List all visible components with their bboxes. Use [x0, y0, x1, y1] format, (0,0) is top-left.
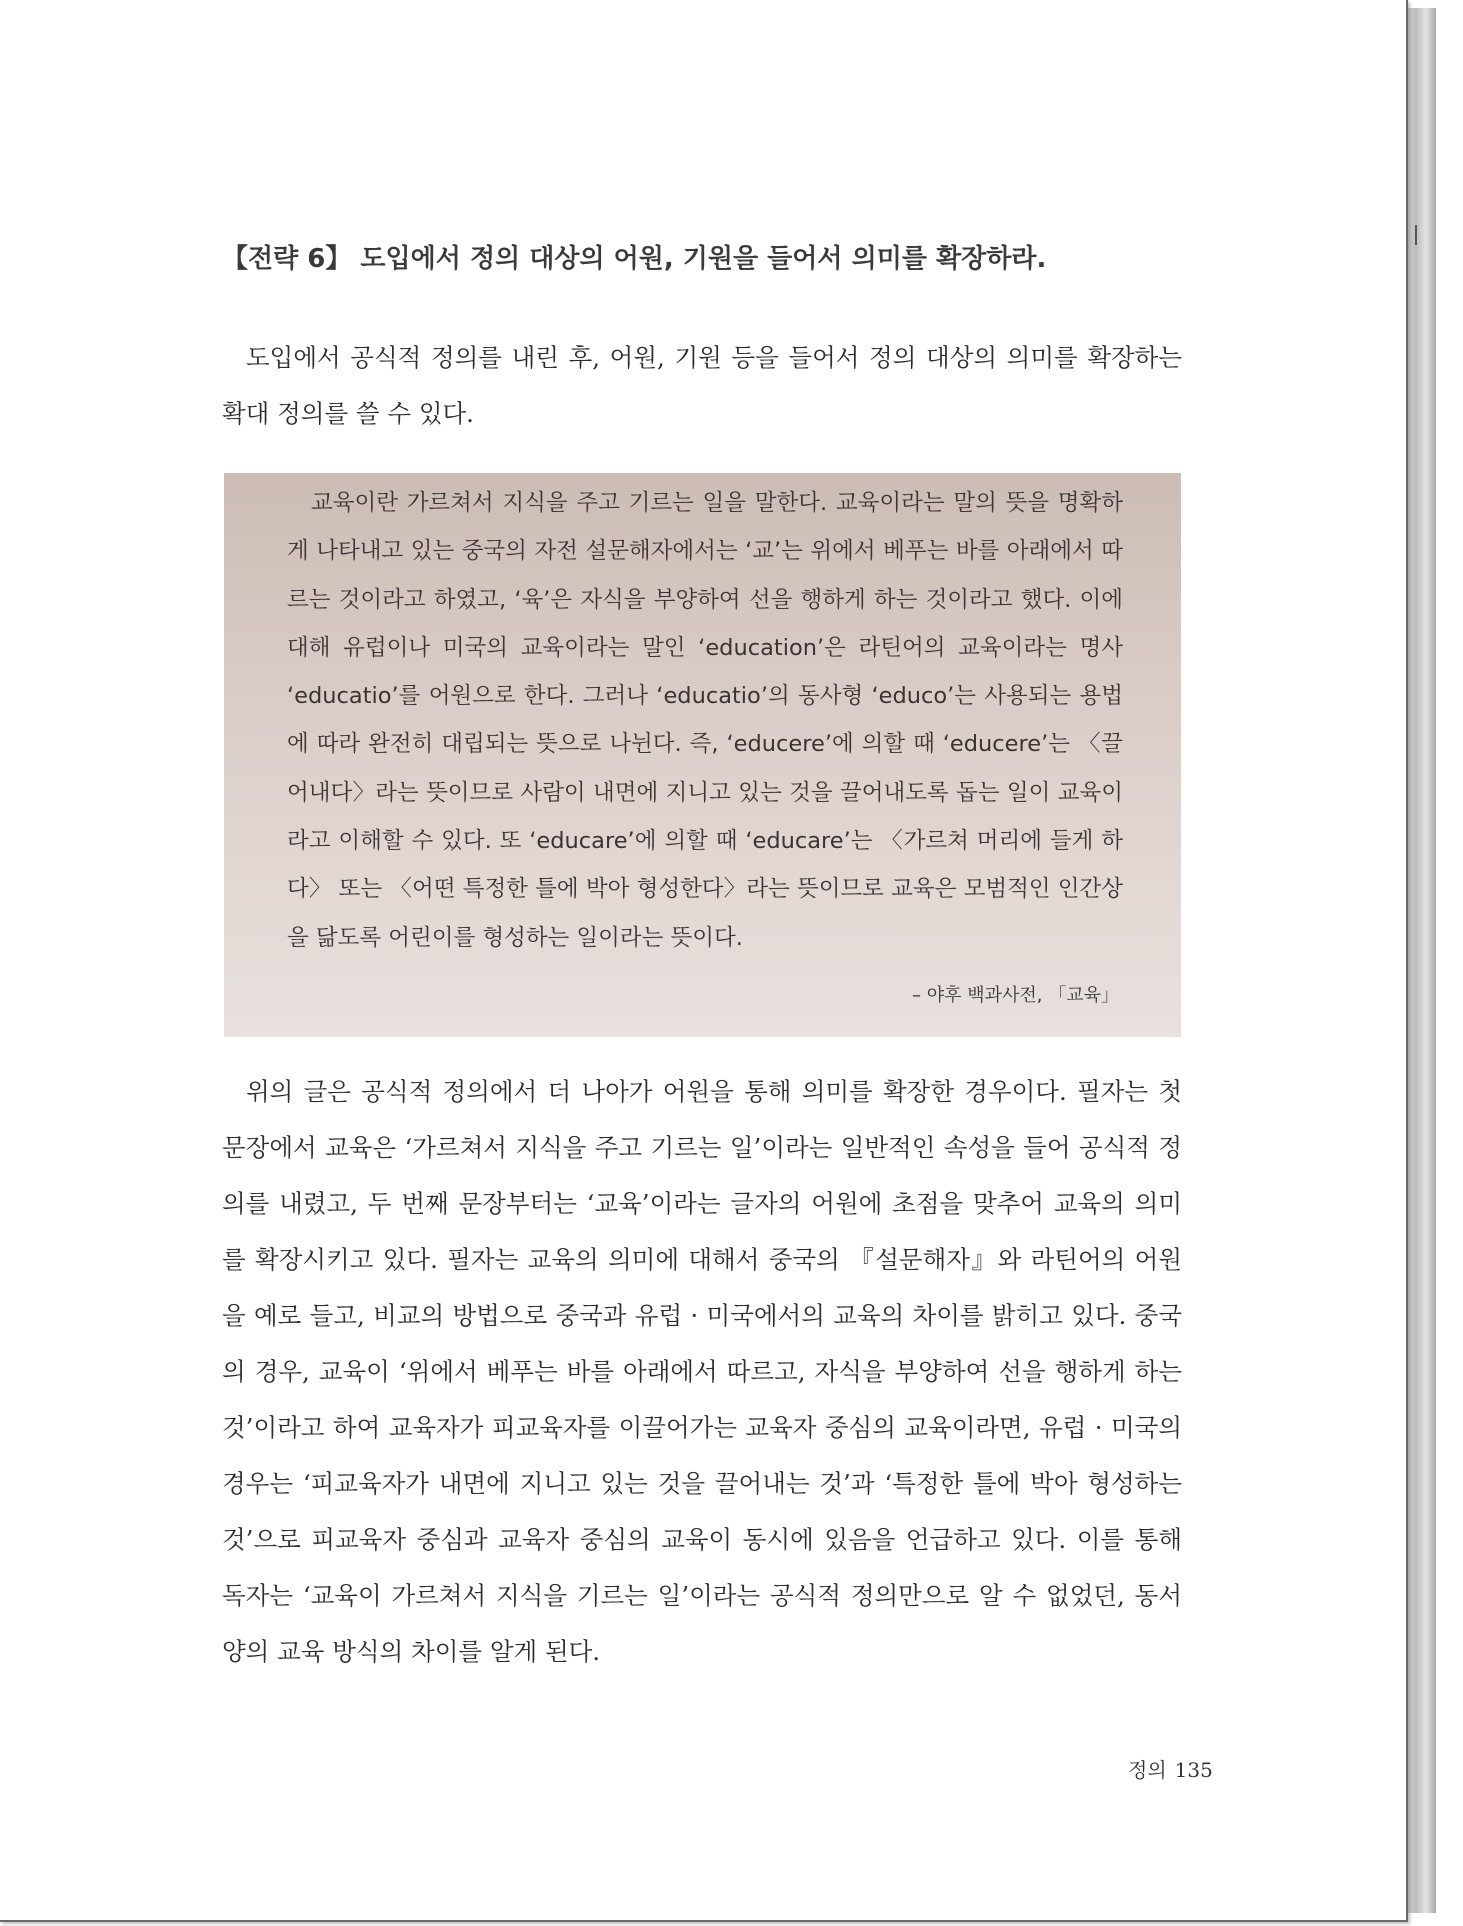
- page-footer: [1128, 1754, 1221, 1783]
- quote-text: 교육이란 가르쳐서 지식을 주고 기르는 일을 말한다. 교육이라는 말의 뜻을 명확하게 나타내고 있는 중국의 자전 설문해자에서는 ‘교’는 위에서 베푸는 바를 아래에서 따르는 것이라고 하였고, ‘육’은 자식을 부양하여 선을 행하게 하는 것이라고 했다. 이에 대해 유럽이나 미국의 교육이라는 말인 ‘education’은 라틴어의 교육이라는 명사 ‘educatio’를 어원으로 한다. 그러나 ‘educatio’의 동사형 ‘educo’는 사용되는 용법에 따라 완전히 대립되는 뜻으로 나뉜다. 즉, ‘educere’에 의할 때 ‘educere’는 〈끌어내다〉라는 뜻이므로 사람이 내면에 지니고 있는 것을 끌어내도록 돕는 일이 교육이라고 이해할 수 있다. 또 ‘educare’에 의할 때 ‘educare’는 〈가르쳐 머리에 들게 하다〉 또는 〈어떤 특정한 틀에 박아 형성한다〉라는 뜻이므로 교육은 모범적인 인간상을 닮도록 어린이를 형성하는 일이라는 뜻이다.: [287, 490, 1123, 951]
- page-number: 135: [1174, 1758, 1213, 1782]
- body-paragraph: 위의 글은 공식적 정의에서 더 나아가 어원을 통해 의미를 확장한 경우이다. 필자는 첫 문장에서 교육은 ‘가르쳐서 지식을 주고 기르는 일’이라는 일반적인 속성을 들어 공식적 정의를 내렸고, 두 번째 문장부터는 ‘교육’이라는 글자의 어원에 초점을 맞추어 교육의 의미를 확장시키고 있다. 필자는 교육의 의미에 대해서 중국의 『설문해자』와 라틴어의 어원을 예로 들고, 비교의 방법으로 중국과 유럽 · 미국에서의 교육의 차이를 밝히고 있다. 중국의 경우, 교육이 ‘위에서 베푸는 바를 아래에서 따르고, 자식을 부양하여 선을 행하게 하는 것’이라고 하여 교육자가 피교육자를 이끌어가는 교육자 중심의 교육이라면, 유럽 · 미국의 경우는 ‘피교육자가 내면에 지니고 있는 것을 끌어내는 것’과 ‘특정한 틀에 박아 형성하는 것’으로 피교육자 중심과 교육자 중심의 교육이 동시에 있음을 언급하고 있다. 이를 통해 독자는 ‘교육이 가르쳐서 지식을 기르는 일’이라는 공식적 정의만으로 알 수 없었던, 동서양의 교육 방식의 차이를 알게 된다.: [222, 1077, 1182, 1666]
- quote-box: [224, 473, 1181, 1037]
- intro-paragraph: 도입에서 공식적 정의를 내린 후, 어원, 기원 등을 들어서 정의 대상의 의미를 확장하는 확대 정의를 쓸 수 있다.: [222, 343, 1182, 428]
- strategy-heading: 【전략 6】 도입에서 정의 대상의 어원, 기원을 들어서 의미를 확장하라.: [222, 244, 1047, 274]
- quote-source: – 야후 백과사전, 「교육」: [912, 985, 1119, 1006]
- footer-section: 정의: [1128, 1758, 1167, 1782]
- margin-mark: [1415, 225, 1417, 245]
